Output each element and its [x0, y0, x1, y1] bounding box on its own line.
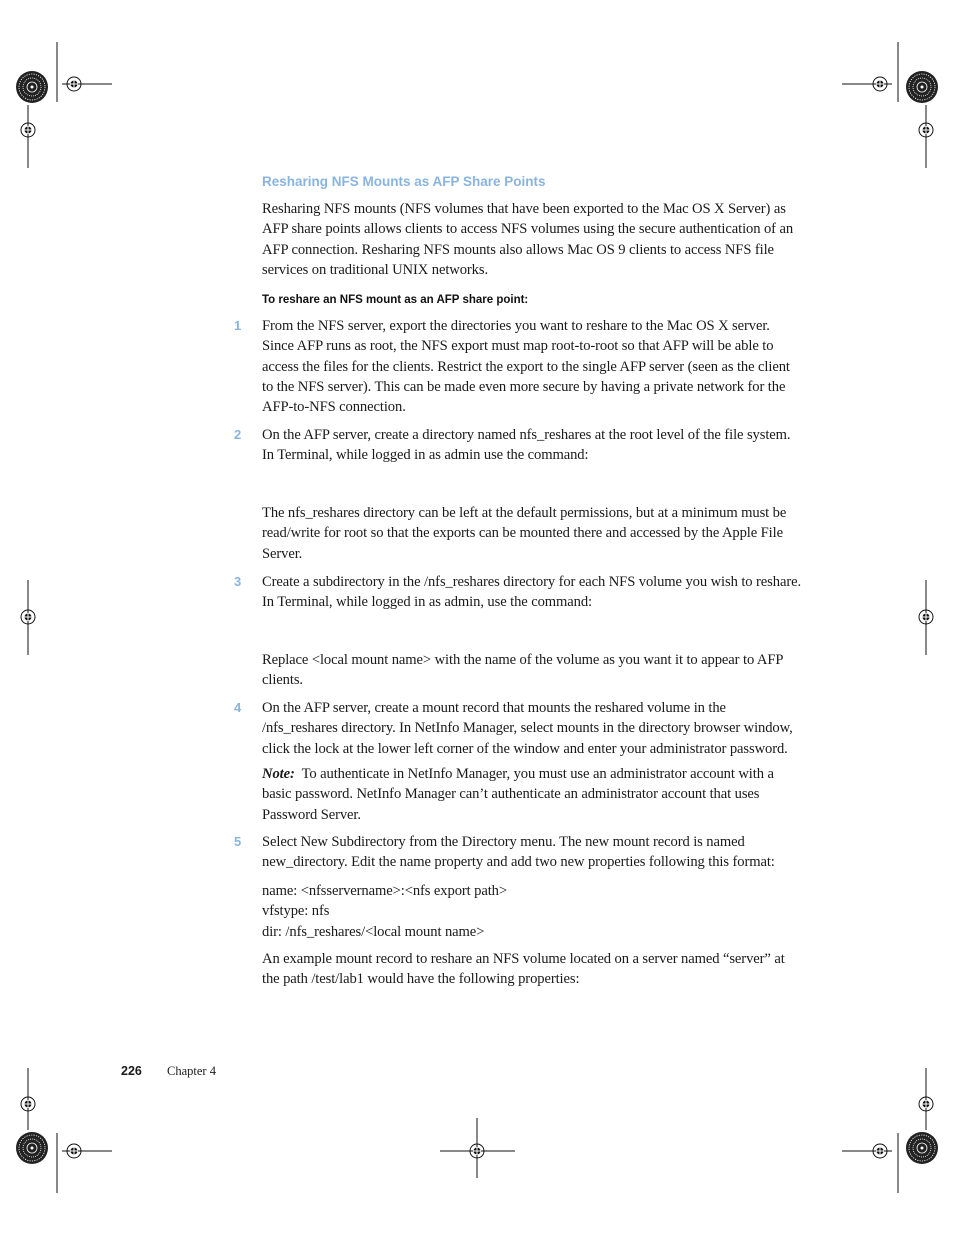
step-number: 2	[234, 427, 242, 442]
example-paragraph: An example mount record to reshare an NFS volume located on a server named “server” at the path /test/lab1 would have the following properties:	[262, 951, 785, 988]
property-line: vfstype: nfs	[262, 903, 330, 920]
intro-paragraph: Resharing NFS mounts (NFS volumes that have been exported to the Mac OS X Server) as AFP share points allows clients to access NFS volumes using the secure authentication of an AFP connection. Resharing NFS mounts also allows Mac OS 9 clients to access NFS file services on traditional UNIX networks.	[262, 201, 794, 278]
task-heading: To reshare an NFS mount as an AFP share point:	[262, 294, 529, 306]
step-text: Select New Subdirectory from the Directory menu. The new mount record is named new_directory. Edit the name property and add two new properties following this format:	[262, 834, 775, 871]
step-text: On the AFP server, create a mount record that mounts the reshared volume in the /nfs_reshares directory. In NetInfo Manager, select mounts in the directory browser window, click the lock at the lower left corner of the window and enter your administrator password.	[262, 700, 793, 757]
step3-followup: Replace <local mount name> with the name of the volume as you want it to appear to AFP clients.	[262, 652, 783, 689]
step-number: 3	[234, 574, 242, 589]
step2-followup: The nfs_reshares directory can be left at the default permissions, but at a minimum must be read/write for root so that the exports can be mounted there and accessed by the Apple File Server.	[262, 505, 787, 562]
step-number: 1	[234, 318, 242, 333]
property-line: dir: /nfs_reshares/<local mount name>	[262, 923, 485, 940]
step-text: From the NFS server, export the directories you want to reshare to the Mac OS X server. Since AFP runs as root, the NFS export must map root-to-root so that AFP will be able to access the files for the clients. Restrict the export to the single AFP server (seen as the client to the NFS server). This can be made even more secure by having a private network for the AFP-to-NFS connection.	[262, 318, 790, 416]
note-text: To authenticate in NetInfo Manager, you must use an administrator account with a basic password. NetInfo Manager can’t authenticate an administrator account that uses Password Server.	[262, 766, 774, 823]
chapter-label: Chapter 4	[167, 1064, 216, 1078]
step-text: Create a subdirectory in the /nfs_reshares directory for each NFS volume you wish to reshare. In Terminal, while logged in as admin, use the command:	[262, 574, 802, 611]
note-label: Note:	[262, 766, 295, 782]
property-format-block	[262, 881, 802, 942]
page-number: 226	[121, 1064, 142, 1078]
step-text: On the AFP server, create a directory named nfs_reshares at the root level of the file system. In Terminal, while logged in as admin use the command:	[262, 427, 791, 464]
property-line: name: <nfsservername>:<nfs export path>	[262, 883, 508, 899]
step-number: 5	[234, 834, 242, 849]
section-heading: Resharing NFS Mounts as AFP Share Points	[262, 174, 546, 189]
step-number: 4	[234, 700, 242, 715]
note-paragraph	[262, 764, 802, 825]
